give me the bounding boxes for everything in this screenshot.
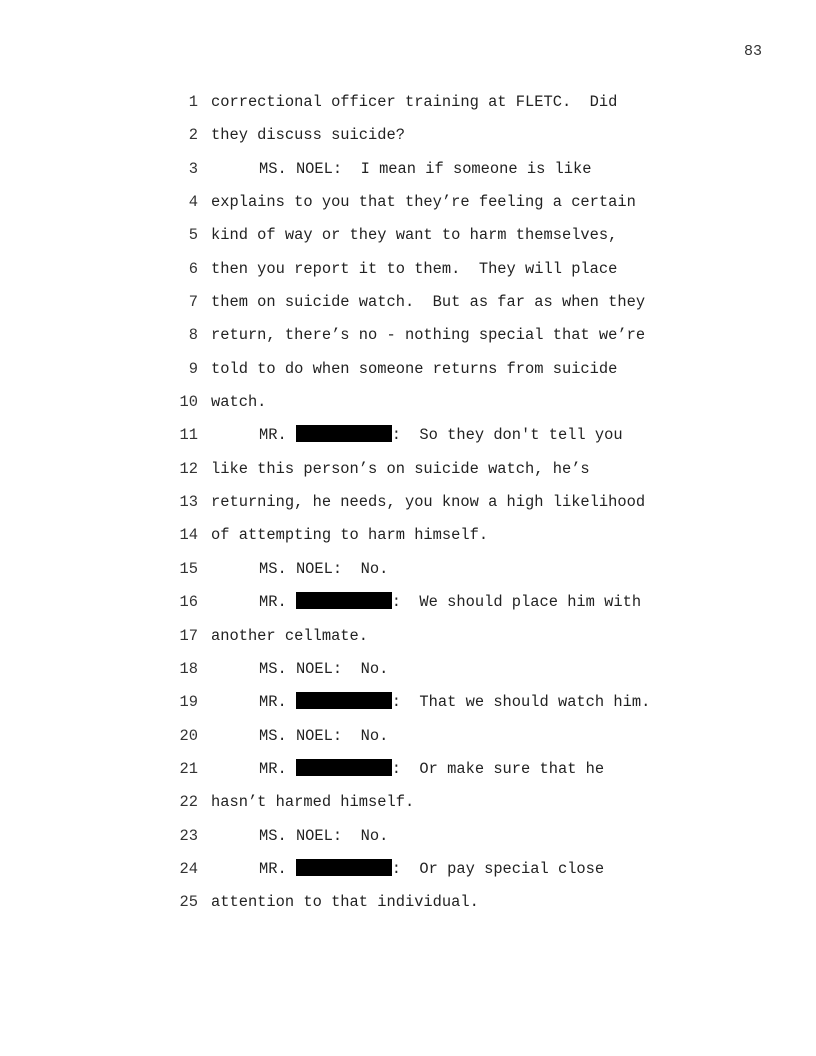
- transcript-line: [0, 886, 816, 919]
- line-content: MS. NOEL: I mean if someone is like: [259, 159, 592, 178]
- line-content: told to do when someone returns from suicide: [211, 359, 618, 378]
- line-number: 16: [179, 593, 198, 612]
- line-content: of attempting to harm himself.: [211, 526, 489, 545]
- line-content: : Or make sure that he: [391, 759, 605, 778]
- line-number: 21: [179, 759, 198, 778]
- line-text: [211, 519, 488, 552]
- redaction-block: [296, 592, 392, 609]
- line-text: [211, 620, 368, 653]
- transcript-line: [0, 319, 816, 352]
- redaction-block: [296, 759, 392, 776]
- line-text: [211, 753, 604, 786]
- transcript-line: [0, 686, 816, 719]
- line-text: [211, 386, 266, 419]
- line-number: 4: [188, 193, 198, 212]
- page-number: 83: [743, 43, 762, 60]
- line-number: 6: [188, 259, 198, 278]
- line-content: MS. NOEL: No.: [259, 559, 389, 578]
- speaker-label: MR.: [259, 693, 287, 712]
- line-content: like this person’s on suicide watch, he’s: [211, 459, 590, 478]
- line-text: [211, 586, 641, 619]
- speaker-label: MR.: [259, 759, 287, 778]
- line-text: [211, 886, 479, 919]
- transcript-line: [0, 186, 816, 219]
- line-content: hasn’t harmed himself.: [211, 793, 415, 812]
- line-text: [211, 86, 617, 119]
- line-number: 9: [188, 359, 198, 378]
- redaction-block: [296, 425, 392, 442]
- line-content: return, there’s no - nothing special that we’re: [211, 326, 646, 345]
- line-content: correctional officer training at FLETC. Did: [211, 93, 618, 111]
- line-text: [211, 419, 623, 452]
- line-number: 14: [179, 526, 198, 545]
- line-number: 13: [179, 493, 198, 512]
- line-text: [211, 820, 388, 853]
- line-number: 12: [179, 459, 198, 478]
- line-number: 10: [179, 393, 198, 412]
- line-text: [211, 453, 590, 486]
- line-number: 2: [188, 126, 198, 145]
- line-content: MS. NOEL: No.: [259, 726, 389, 745]
- transcript-line: [0, 586, 816, 619]
- line-content: them on suicide watch. But as far as when they: [211, 293, 646, 312]
- transcript-line: [0, 620, 816, 653]
- line-text: [211, 119, 405, 152]
- transcript-line: [0, 286, 816, 319]
- line-content: kind of way or they want to harm themselves,: [211, 226, 618, 245]
- line-text: [211, 286, 645, 319]
- line-number: 22: [179, 793, 198, 812]
- line-number: 15: [179, 559, 198, 578]
- line-content: returning, he needs, you know a high likelihood: [211, 493, 646, 512]
- transcript-line: [0, 820, 816, 853]
- line-content: : Or pay special close: [391, 859, 605, 878]
- line-number: 18: [179, 659, 198, 678]
- speaker-label: MR.: [259, 859, 287, 878]
- transcript-line: [0, 119, 816, 152]
- transcript-body: [0, 86, 816, 920]
- line-text: [211, 219, 617, 252]
- transcript-line: [0, 386, 816, 419]
- transcript-line: [0, 853, 816, 886]
- redaction-block: [296, 859, 392, 876]
- line-number: 5: [188, 226, 198, 245]
- line-number: 19: [179, 693, 198, 712]
- line-number: 24: [179, 859, 198, 878]
- line-content: another cellmate.: [211, 626, 369, 645]
- transcript-line: [0, 486, 816, 519]
- redaction-block: [296, 692, 392, 709]
- transcript-line: [0, 519, 816, 552]
- transcript-line: [0, 419, 816, 452]
- transcript-line: [0, 553, 816, 586]
- line-number: 1: [188, 93, 198, 111]
- line-content: : So they don't tell you: [391, 426, 623, 445]
- line-content: : We should place him with: [391, 593, 642, 612]
- line-number: 7: [188, 293, 198, 312]
- transcript-line: [0, 153, 816, 186]
- line-number: 11: [179, 426, 198, 445]
- transcript-line: [0, 219, 816, 252]
- line-number: 3: [188, 159, 198, 178]
- line-text: [211, 253, 617, 286]
- line-number: 20: [179, 726, 198, 745]
- line-content: attention to that individual.: [211, 893, 479, 912]
- line-text: [211, 486, 645, 519]
- speaker-label: MR.: [259, 593, 287, 612]
- transcript-line: [0, 353, 816, 386]
- line-number: 17: [179, 626, 198, 645]
- transcript-line: [0, 753, 816, 786]
- line-content: explains to you that they’re feeling a certain: [211, 193, 636, 212]
- speaker-label: MR.: [259, 426, 287, 445]
- line-content: then you report it to them. They will place: [211, 259, 618, 278]
- line-text: [211, 720, 388, 753]
- line-text: [211, 786, 414, 819]
- line-content: MS. NOEL: No.: [259, 659, 389, 678]
- transcript-line: [0, 453, 816, 486]
- transcript-line: [0, 86, 816, 119]
- line-text: [211, 153, 592, 186]
- line-text: [211, 186, 636, 219]
- line-number: 23: [179, 826, 198, 845]
- line-content: they discuss suicide?: [211, 126, 405, 145]
- line-content: : That we should watch him.: [391, 693, 651, 712]
- line-text: [211, 319, 645, 352]
- line-content: MS. NOEL: No.: [259, 826, 389, 845]
- line-text: [211, 653, 388, 686]
- line-text: [211, 686, 650, 719]
- line-number: 8: [188, 326, 198, 345]
- line-number: 25: [179, 893, 198, 912]
- transcript-line: [0, 720, 816, 753]
- line-text: [211, 853, 604, 886]
- transcript-line: [0, 786, 816, 819]
- transcript-line: [0, 253, 816, 286]
- line-text: [211, 553, 388, 586]
- transcript-line: [0, 653, 816, 686]
- line-text: [211, 353, 617, 386]
- line-content: watch.: [211, 393, 267, 412]
